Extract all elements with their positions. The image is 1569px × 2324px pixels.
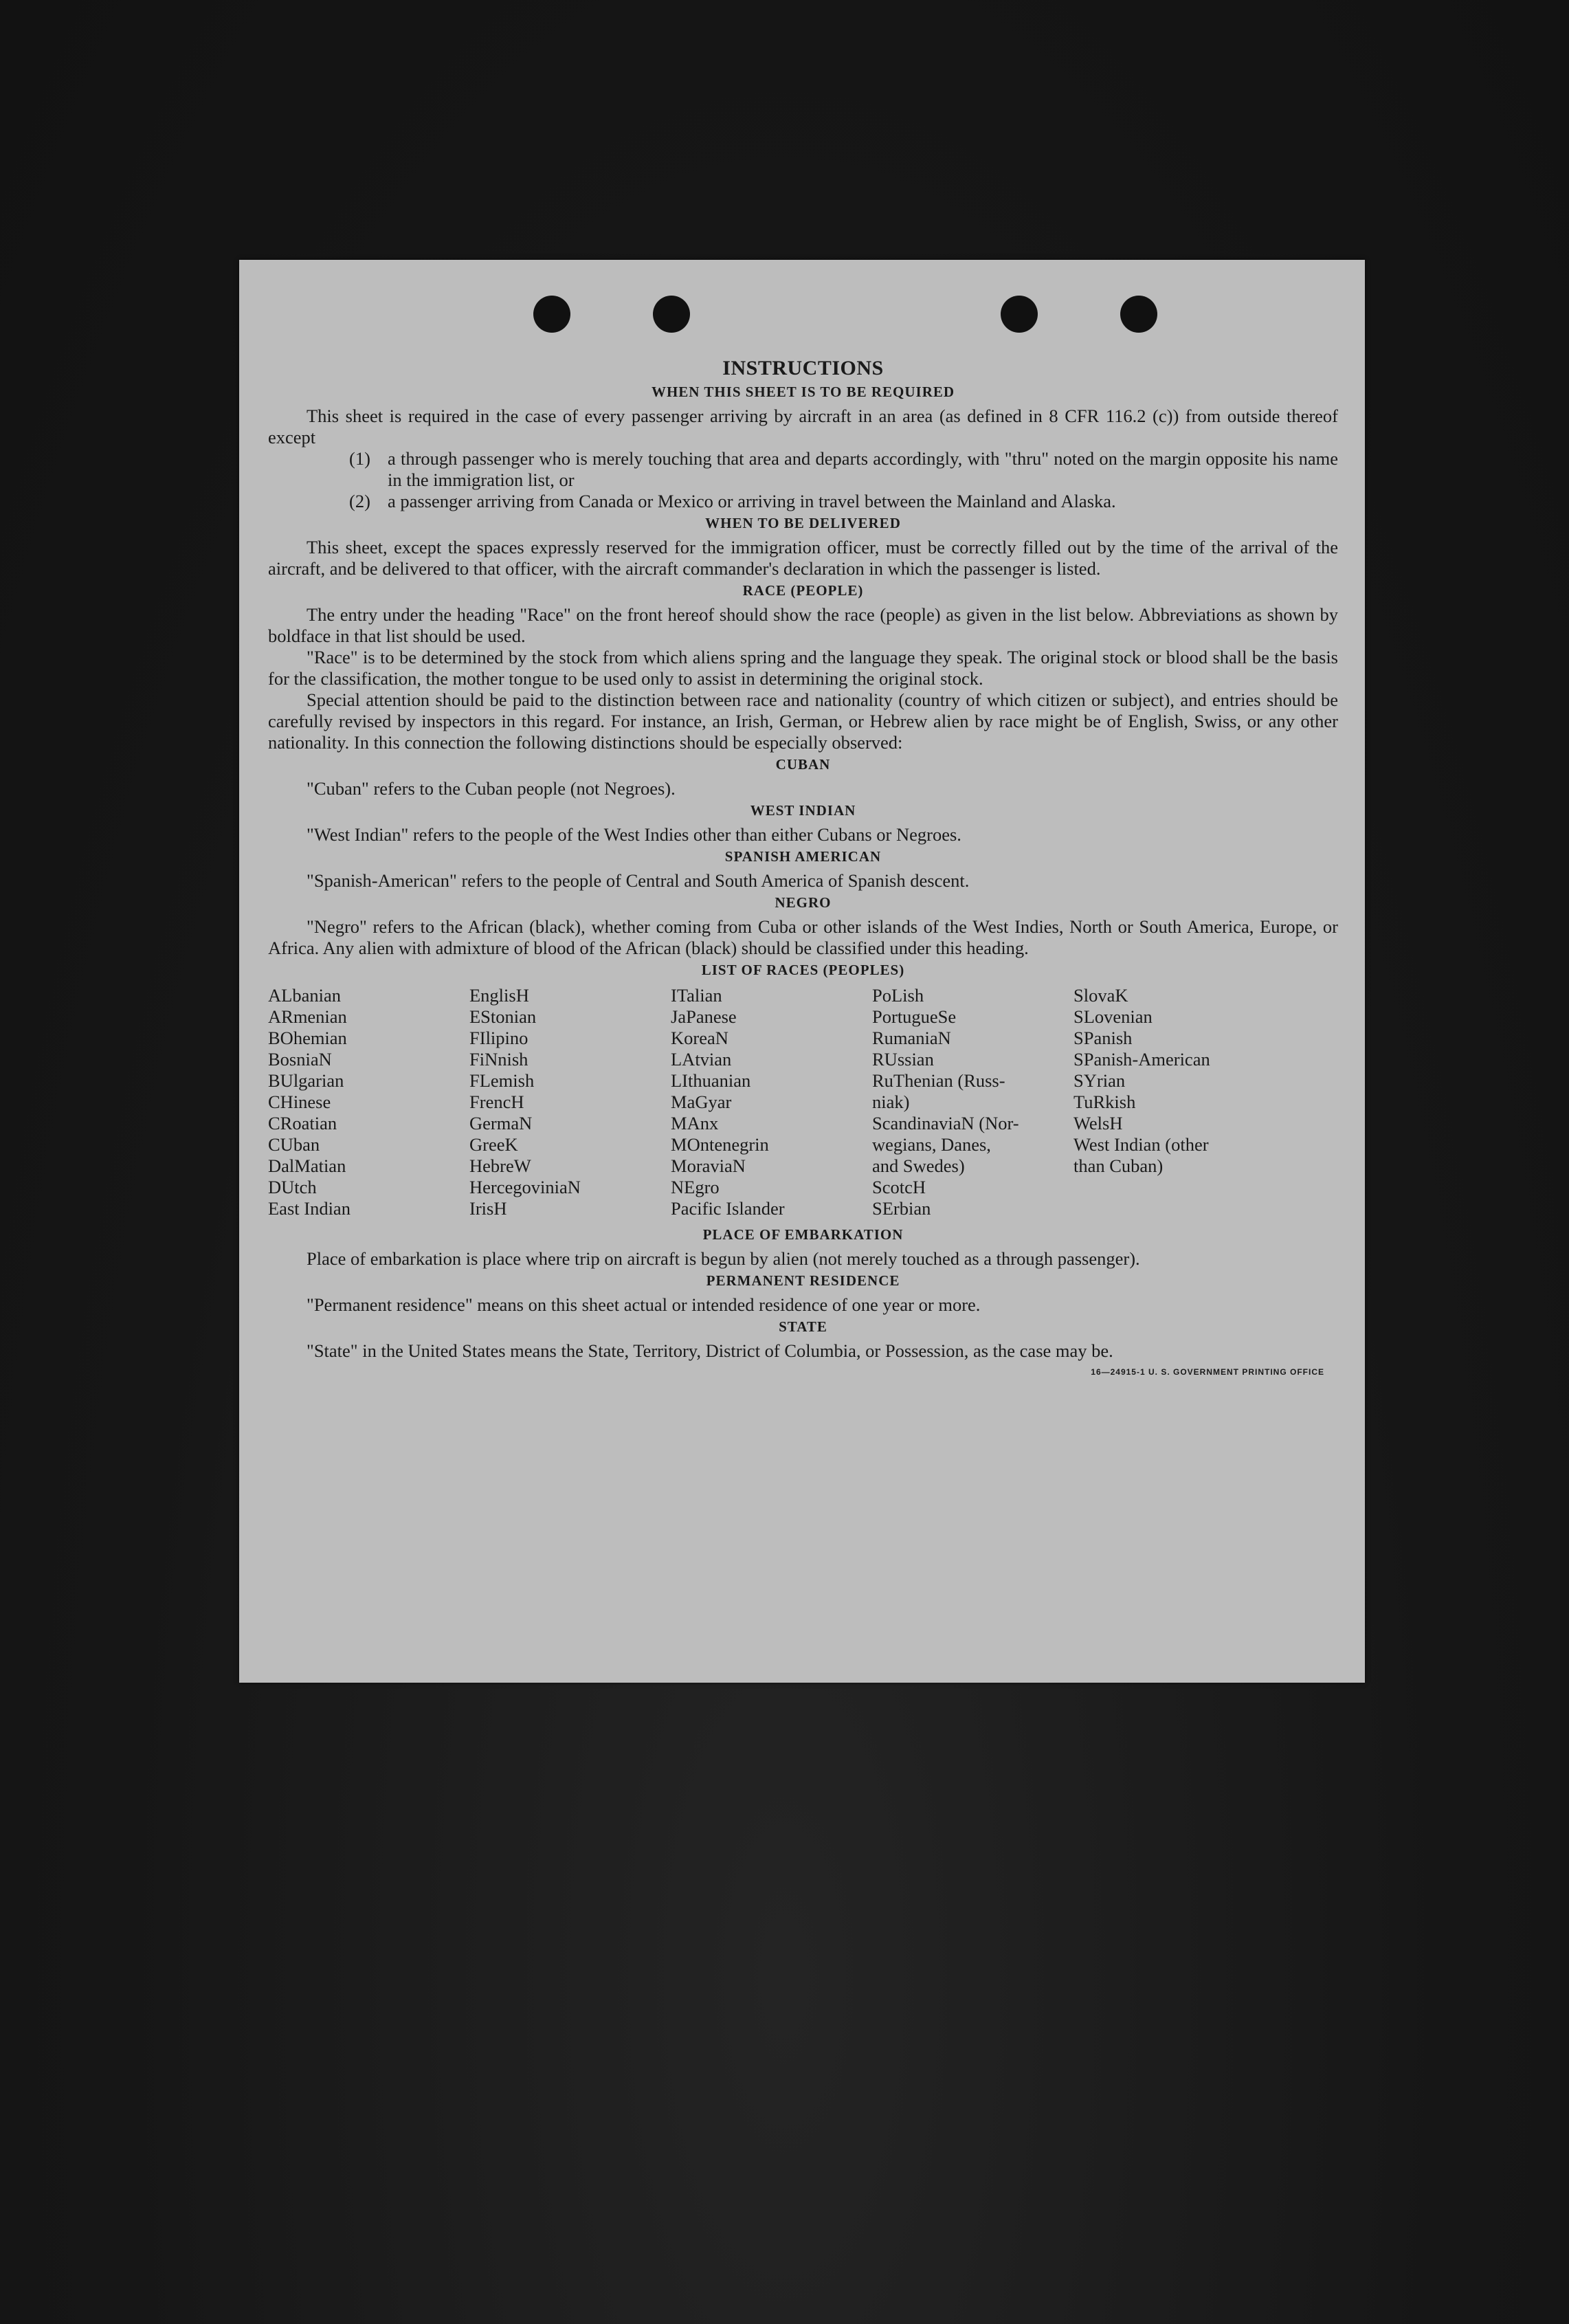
paragraph-embarkation: Place of embarkation is place where trip on aircraft is begun by alien (not merely touched as a through passenger). [307, 1248, 1140, 1269]
race-entry: niak) [872, 1092, 910, 1112]
race-entry: SlovaK [1073, 985, 1128, 1006]
race-entry: BUlgarian [268, 1070, 344, 1091]
race-entry: wegians, Danes, [872, 1134, 991, 1155]
race-entry: FrencH [469, 1092, 524, 1112]
race-entry: SErbian [872, 1198, 931, 1219]
heading-state: STATE [779, 1318, 827, 1335]
paragraph-permanent-residence: "Permanent residence" means on this sheet actual or intended residence of one year or more. [307, 1294, 981, 1315]
heading-west-indian: WEST INDIAN [750, 802, 856, 819]
document-title: INSTRUCTIONS [722, 357, 884, 379]
race-entry: LAtvian [671, 1049, 732, 1070]
item-number: (1) [349, 448, 370, 469]
race-entry: TuRkish [1073, 1092, 1136, 1112]
race-entry: NEgro [671, 1177, 720, 1197]
item-number: (2) [349, 491, 370, 511]
race-entry: HebreW [469, 1155, 531, 1176]
race-entry: EStonian [469, 1006, 537, 1027]
race-entry: BOhemian [268, 1028, 347, 1048]
race-entry: ScotcH [872, 1177, 926, 1197]
race-entry: EnglisH [469, 985, 529, 1006]
race-entry: JaPanese [671, 1006, 737, 1027]
race-entry: MoraviaN [671, 1155, 746, 1176]
race-entry: SYrian [1073, 1070, 1126, 1091]
race-entry: ARmenian [268, 1006, 347, 1027]
exception-item [268, 448, 1338, 491]
race-entry: GreeK [469, 1134, 518, 1155]
document-content [268, 356, 1338, 1383]
footer [268, 1362, 1338, 1383]
race-entry [1073, 1177, 1280, 1198]
race-entry: ScandinaviaN (Nor- [872, 1113, 1019, 1133]
races-list [268, 985, 1338, 1219]
race-entry: WelsH [1073, 1113, 1123, 1133]
race-entry: PoLish [872, 985, 924, 1006]
race-entry: MAnx [671, 1113, 719, 1133]
race-entry: DalMatian [268, 1155, 346, 1176]
race-entry: KoreaN [671, 1028, 728, 1048]
item-text: a passenger arriving from Canada or Mexico or arriving in travel between the Mainland and Alaska. [388, 491, 1116, 511]
punch-hole [653, 296, 690, 333]
heading-embarkation: PLACE OF EMBARKATION [702, 1226, 904, 1243]
race-entry: RumaniaN [872, 1028, 951, 1048]
punch-hole [533, 296, 570, 333]
race-entry: CUban [268, 1134, 320, 1155]
race-entry: SLovenian [1073, 1006, 1153, 1027]
race-entry: East Indian [268, 1198, 350, 1219]
paragraph-west-indian: "West Indian" refers to the people of the West Indies other than either Cubans or Negroes. [307, 824, 961, 845]
race-entry: GermaN [469, 1113, 533, 1133]
paragraph-race-1: The entry under the heading "Race" on the front hereof should show the race (people) as given in the list below. Abbreviations as shown by boldface in that list should be used. [268, 604, 1338, 646]
race-entry: HercegoviniaN [469, 1177, 581, 1197]
paragraph-required: This sheet is required in the case of every passenger arriving by aircraft in an area (as defined in 8 CFR 116.2 (c)) from outside thereof except [268, 406, 1338, 447]
paragraph-spanish-american: "Spanish-American" refers to the people of Central and South America of Spanish descent. [307, 870, 970, 891]
race-entry: BosniaN [268, 1049, 332, 1070]
race-entry [1073, 1198, 1280, 1219]
item-text: a through passenger who is merely touching that area and departs accordingly, with "thru" noted on the margin opposite his name in the immigration list, or [388, 448, 1338, 490]
race-entry: IrisH [469, 1198, 507, 1219]
race-entry: RuThenian (Russ- [872, 1070, 1005, 1091]
race-entry: and Swedes) [872, 1155, 965, 1176]
race-entry: than Cuban) [1073, 1155, 1164, 1176]
race-entry: CHinese [268, 1092, 331, 1112]
race-entry: FIlipino [469, 1028, 528, 1048]
race-entry: Pacific Islander [671, 1198, 785, 1219]
heading-when-delivered: WHEN TO BE DELIVERED [705, 515, 901, 531]
heading-spanish-american: SPANISH AMERICAN [724, 848, 882, 865]
heading-race: RACE (PEOPLE) [742, 582, 864, 599]
race-entry: LIthuanian [671, 1070, 751, 1091]
paragraph-negro: "Negro" refers to the African (black), whether coming from Cuba or other islands of the West Indies, North or South America, Europe, or Africa. Any alien with admixture of blood of the African (black) should be classified under this heading. [268, 916, 1338, 958]
punch-hole [1001, 296, 1038, 333]
punch-hole [1120, 296, 1157, 333]
race-entry: FLemish [469, 1070, 535, 1091]
race-entry: FiNnish [469, 1049, 528, 1070]
race-entry: SPanish [1073, 1028, 1133, 1048]
race-entry: ITalian [671, 985, 722, 1006]
heading-cuban: CUBAN [775, 756, 831, 773]
race-entry: CRoatian [268, 1113, 337, 1133]
heading-permanent-residence: PERMANENT RESIDENCE [706, 1272, 900, 1289]
race-entry: West Indian (other [1073, 1134, 1209, 1155]
race-entry: ALbanian [268, 985, 341, 1006]
heading-negro: NEGRO [775, 894, 832, 911]
paragraph-race-2: "Race" is to be determined by the stock from which aliens spring and the language they speak. The original stock or blood shall be the basis for the classification, the mother tongue to be used only to assist in determining the original stock. [268, 647, 1338, 689]
document-sheet [239, 260, 1365, 1683]
paragraph-delivered: This sheet, except the spaces expressly reserved for the immigration officer, must be correctly filled out by the time of the arrival of the aircraft, and be delivered to that officer, with the aircraft commander's declaration in which the passenger is listed. [268, 537, 1338, 579]
race-entry: SPanish-American [1073, 1049, 1210, 1070]
paragraph-state: "State" in the United States means the State, Territory, District of Columbia, or Possession, as the case may be. [307, 1340, 1113, 1361]
race-entry: MaGyar [671, 1092, 732, 1112]
paragraph-cuban: "Cuban" refers to the Cuban people (not Negroes). [307, 778, 676, 799]
exception-item [268, 491, 1338, 512]
heading-list-of-races: LIST OF RACES (PEOPLES) [701, 962, 905, 978]
paragraph-race-3: Special attention should be paid to the distinction between race and nationality (country of which citizen or subject), and entries should be carefully revised by inspectors in this regard. For instance, an Irish, German, or Hebrew alien by race might be of English, Swiss, or any other nationality. In this connection the following distinctions should be especially observed: [268, 689, 1338, 753]
heading-when-required: WHEN THIS SHEET IS TO BE REQUIRED [651, 384, 955, 400]
race-entry: RUssian [872, 1049, 934, 1070]
print-code: 16—24915-1 U. S. GOVERNMENT PRINTING OFFICE [1091, 1367, 1324, 1377]
race-entry: DUtch [268, 1177, 317, 1197]
race-entry: PortugueSe [872, 1006, 957, 1027]
race-entry: MOntenegrin [671, 1134, 769, 1155]
